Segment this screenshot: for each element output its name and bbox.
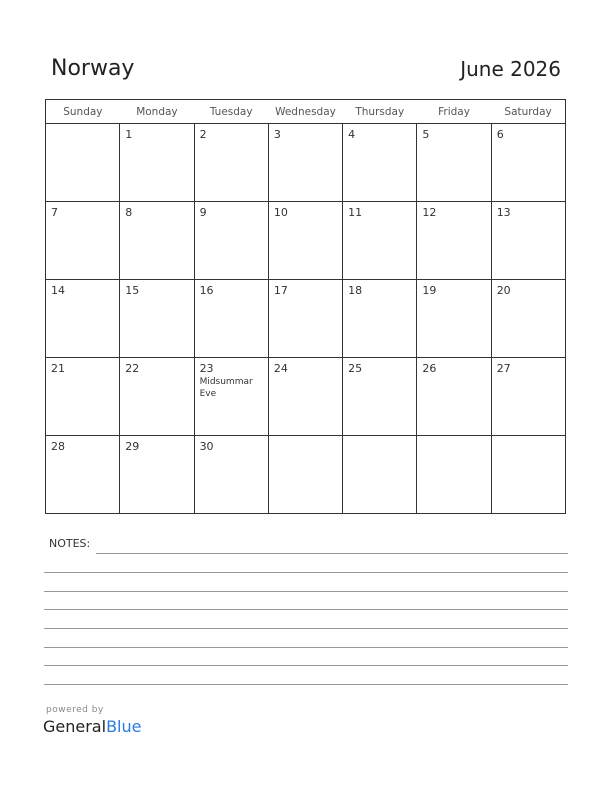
generalblue-logo[interactable] [43,717,141,736]
day-cell[interactable] [343,436,417,514]
day-cell[interactable] [268,436,342,514]
note-line [44,665,568,666]
day-cell[interactable] [120,124,194,202]
weekday-saturday: Saturday [491,100,565,124]
day-number: 12 [422,206,437,219]
day-cell[interactable] [491,280,565,358]
weekday-wednesday: Wednesday [268,100,342,124]
day-cell[interactable] [343,202,417,280]
day-cell[interactable] [194,436,268,514]
day-cell[interactable] [491,202,565,280]
week-row-4 [46,358,566,436]
day-cell[interactable] [194,124,268,202]
day-number: 1 [125,128,133,141]
day-number: 24 [273,362,288,375]
day-cell[interactable] [417,436,491,514]
weekday-tuesday: Tuesday [194,100,268,124]
day-cell[interactable] [417,358,491,436]
day-number: 8 [125,206,133,219]
powered-by-text: powered by [46,705,104,715]
day-number: 30 [199,440,214,453]
weekday-monday: Monday [120,100,194,124]
day-number: 27 [496,362,511,375]
week-row-5 [46,436,566,514]
day-cell[interactable] [268,124,342,202]
day-cell[interactable] [46,202,120,280]
day-number: 4 [348,128,356,141]
calendar-grid [45,99,566,514]
day-number: 16 [199,284,214,297]
week-row-1 [46,124,566,202]
day-number: 17 [273,284,288,297]
day-cell[interactable] [46,358,120,436]
day-number: 20 [496,284,511,297]
day-cell[interactable] [417,280,491,358]
day-number: 14 [51,284,65,297]
note-line [44,628,568,629]
brand-name-part1: General [43,717,107,736]
day-cell[interactable] [120,280,194,358]
day-cell[interactable] [194,358,268,436]
day-number: 18 [348,284,363,297]
weekday-thursday: Thursday [343,100,417,124]
day-cell[interactable] [268,280,342,358]
notes-label: NOTES: [49,537,91,550]
country-title: Norway [51,56,135,81]
day-cell[interactable] [194,202,268,280]
note-line [44,647,568,648]
day-number: 26 [422,362,437,375]
day-cell[interactable] [417,202,491,280]
day-number: 21 [51,362,65,375]
weekday-friday: Friday [417,100,491,124]
day-cell[interactable] [491,436,565,514]
day-cell[interactable] [343,280,417,358]
note-line [96,553,568,554]
day-cell[interactable] [268,202,342,280]
day-cell[interactable] [120,358,194,436]
day-cell[interactable] [46,124,120,202]
day-number: 19 [422,284,437,297]
day-cell[interactable] [120,436,194,514]
week-row-3 [46,280,566,358]
day-number: 6 [496,128,504,141]
holiday-label: Midsummar Eve [199,377,253,399]
day-cell[interactable] [46,280,120,358]
day-cell[interactable] [343,124,417,202]
day-number: 15 [125,284,140,297]
day-cell[interactable] [268,358,342,436]
day-number: 28 [51,440,65,453]
note-line [44,572,568,573]
day-number: 3 [273,128,281,141]
day-number: 10 [273,206,288,219]
day-number: 25 [348,362,363,375]
day-cell[interactable] [120,202,194,280]
day-number: 7 [51,206,58,219]
day-cell[interactable] [417,124,491,202]
day-number: 29 [125,440,140,453]
note-line [44,609,568,610]
day-cell[interactable] [491,358,565,436]
day-number: 5 [422,128,430,141]
day-cell[interactable] [194,280,268,358]
day-number: 23 [199,362,214,375]
day-number: 2 [199,128,207,141]
day-cell[interactable] [46,436,120,514]
weekday-sunday: Sunday [46,100,120,124]
weekday-header-row [46,100,566,124]
day-number: 9 [199,206,207,219]
week-row-2 [46,202,566,280]
day-number: 13 [496,206,511,219]
day-cell[interactable] [491,124,565,202]
note-line [44,591,568,592]
note-line [44,684,568,685]
brand-name-part2: Blue [106,717,142,736]
day-number: 11 [348,206,363,219]
month-year-title: June 2026 [460,57,561,81]
day-number: 22 [125,362,140,375]
day-cell[interactable] [343,358,417,436]
